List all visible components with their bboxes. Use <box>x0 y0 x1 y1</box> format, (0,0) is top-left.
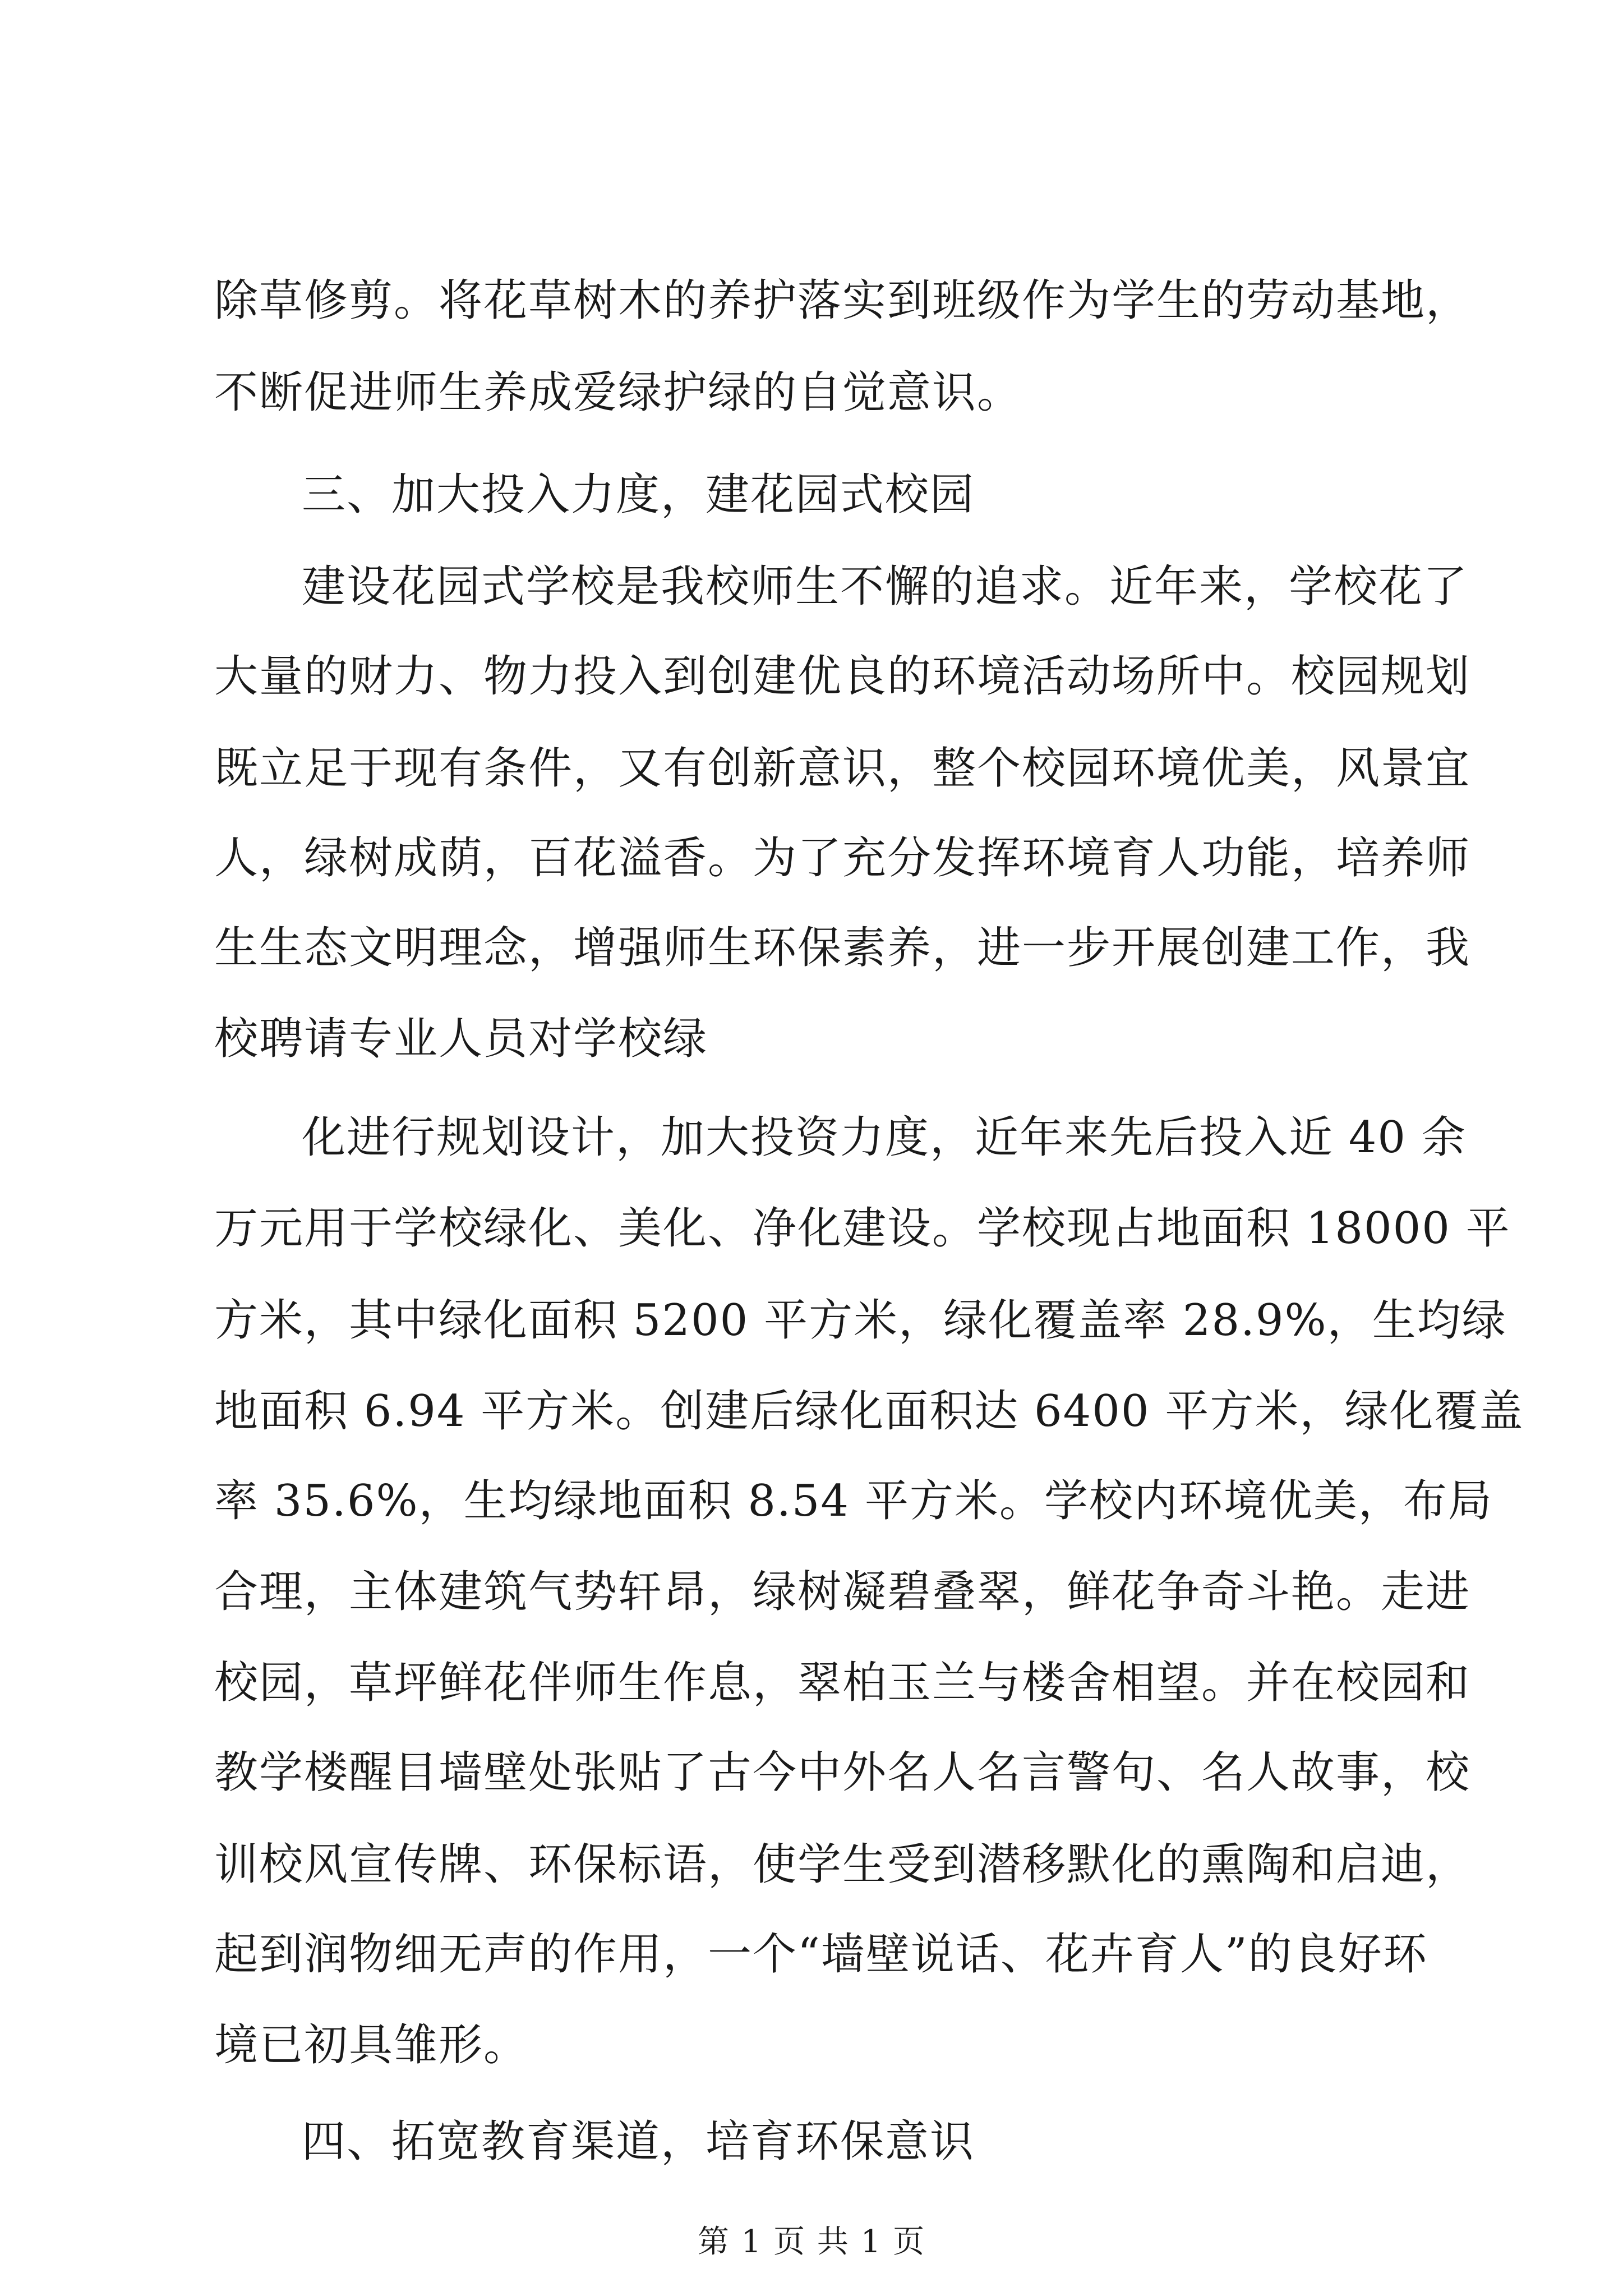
body-line: 校园，草坪鲜花伴师生作息，翠柏玉兰与楼舍相望。并在校园和 <box>214 1658 1471 1708</box>
body-line: 既立足于现有条件，又有创新意识，整个校园环境优美，风景宜 <box>214 743 1471 794</box>
body-line: 生生态文明理念，增强师生环保素养，进一步开展创建工作，我 <box>214 923 1471 973</box>
body-line: 合理，主体建筑气势轩昂，绿树凝碧叠翠，鲜花争奇斗艳。走进 <box>214 1567 1471 1617</box>
body-line: 建设花园式学校是我校师生不懈的追求。近年来，学校花了 <box>302 562 1469 612</box>
body-line: 人，绿树成荫，百花溢香。为了充分发挥环境育人功能，培养师 <box>214 833 1471 884</box>
section-heading: 三、加大投入力度，建花园式校园 <box>302 470 975 520</box>
body-line: 教学楼醒目墙壁处张贴了古今中外名人名言警句、名人故事，校 <box>214 1747 1471 1798</box>
section-heading: 四、拓宽教育渠道，培育环保意识 <box>302 2116 975 2167</box>
body-line: 训校风宣传牌、环保标语，使学生受到潜移默化的熏陶和启迪， <box>214 1839 1471 1890</box>
body-line: 方米，其中绿化面积 5200 平方米，绿化覆盖率 28.9%，生均绿 <box>214 1295 1507 1346</box>
body-line: 地面积 6.94 平方米。创建后绿化面积达 6400 平方米，绿化覆盖 <box>214 1386 1524 1437</box>
body-line: 校聘请专业人员对学校绿 <box>214 1014 708 1064</box>
page-number-footer: 第 1 页 共 1 页 <box>697 2224 926 2260</box>
body-line: 境已初具雏形。 <box>214 2020 529 2070</box>
body-line: 大量的财力、物力投入到创建优良的环境活动场所中。校园规划 <box>214 651 1471 702</box>
body-line: 万元用于学校绿化、美化、净化建设。学校现占地面积 18000 平 <box>214 1203 1511 1254</box>
body-line: 化进行规划设计，加大投资力度，近年来先后投入近 40 余 <box>302 1112 1467 1163</box>
body-line: 不断促进师生养成爱绿护绿的自觉意识。 <box>214 367 1022 418</box>
body-line: 除草修剪。将花草树木的养护落实到班级作为学生的劳动基地， <box>214 275 1471 326</box>
body-line: 起到润物细无声的作用，一个“墙壁说话、花卉育人”的良好环 <box>214 1929 1428 1980</box>
body-line: 率 35.6%，生均绿地面积 8.54 平方米。学校内环境优美，布局 <box>214 1476 1493 1526</box>
